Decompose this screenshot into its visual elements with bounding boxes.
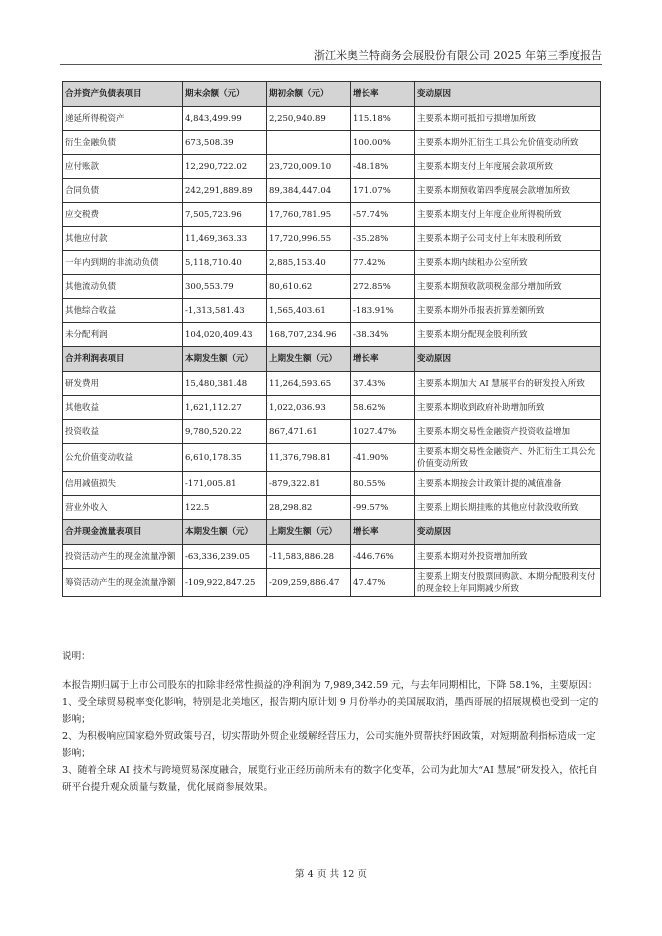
table-cell: -38.34% [351, 323, 415, 347]
table-cell: -57.74% [351, 203, 415, 227]
table-cell: 171.07% [351, 179, 415, 203]
table-cell: -35.28% [351, 227, 415, 251]
table-cell: 6,610,178.35 [183, 444, 267, 472]
section-header-cell: 增长率 [351, 347, 415, 372]
table-cell: 12,290,722.02 [183, 155, 267, 179]
table-cell: 主要系本期收到政府补助增加所致 [415, 396, 601, 420]
table-cell: 投资活动产生的现金流量净额 [63, 545, 183, 569]
table-cell: 47.47% [351, 569, 415, 597]
section-header-row [63, 520, 601, 545]
table-cell: -879,322.81 [267, 472, 351, 496]
table-cell: 15,480,381.48 [183, 372, 267, 396]
table-row [63, 179, 601, 203]
table-row [63, 545, 601, 569]
table-cell: 未分配利润 [63, 323, 183, 347]
table-cell: 主要系本期支付上年度企业所得税所致 [415, 203, 601, 227]
table-cell: 递延所得税资产 [63, 107, 183, 131]
table-cell: -11,583,886.28 [267, 545, 351, 569]
header-divider [60, 64, 602, 65]
table-cell: 2,885,153.40 [267, 251, 351, 275]
table-cell: 1027.47% [351, 420, 415, 444]
table-cell: 主要系本期支付上年度展会款项所致 [415, 155, 601, 179]
table-cell: -1,313,581.43 [183, 299, 267, 323]
table-cell: 主要系本期预收款项税金部分增加所致 [415, 275, 601, 299]
table-cell: 1,565,403.61 [267, 299, 351, 323]
table-row [63, 420, 601, 444]
section-header-cell: 期末余额（元） [183, 82, 267, 107]
section-header-cell: 本期发生额（元） [183, 347, 267, 372]
table-cell: 5,118,710.40 [183, 251, 267, 275]
section-header-cell: 变动原因 [415, 82, 601, 107]
table-row [63, 203, 601, 227]
section-header-cell: 变动原因 [415, 347, 601, 372]
table-cell: 营业外收入 [63, 496, 183, 520]
section-header-cell: 增长率 [351, 82, 415, 107]
table-cell: 89,384,447.04 [267, 179, 351, 203]
section-header-cell: 合并现金流量表项目 [63, 520, 183, 545]
table-cell: 4,843,499.99 [183, 107, 267, 131]
notes-paragraph: 本报告期归属于上市公司股东的扣除非经常性损益的净利润为 7,989,342.59 元，与去年同期相比，下降 58.1%，主要原因： [62, 680, 598, 691]
notes-label: 说明： [62, 651, 91, 662]
table-cell: 主要系本期内续租办公室所致 [415, 251, 601, 275]
table-cell: 9,780,520.22 [183, 420, 267, 444]
table-cell: 37.43% [351, 372, 415, 396]
notes-paragraph: 2、为积极响应国家稳外贸政策号召，切实帮助外贸企业缓解经营压力，公司实施外贸帮扶纾困政策，对短期盈利指标造成一定影响； [62, 731, 596, 759]
table-row [63, 299, 601, 323]
financial-changes-table [62, 81, 601, 597]
table-cell: 300,553.79 [183, 275, 267, 299]
table-cell: -41.90% [351, 444, 415, 472]
table-cell: 主要系本期外汇衍生工具公允价值变动所致 [415, 131, 601, 155]
table-cell: -446.76% [351, 545, 415, 569]
table-cell: -183.91% [351, 299, 415, 323]
table-row [63, 275, 601, 299]
table-cell: 28,298.82 [267, 496, 351, 520]
table-cell: 23,720,009.10 [267, 155, 351, 179]
table-row [63, 396, 601, 420]
table-cell: 其他收益 [63, 396, 183, 420]
table-cell: 主要系本期预收第四季度展会款增加所致 [415, 179, 601, 203]
table-cell: 衍生金融负债 [63, 131, 183, 155]
table-cell: 11,376,798.81 [267, 444, 351, 472]
table-cell: 100.00% [351, 131, 415, 155]
table-cell: 主要系本期子公司支付上年末股利所致 [415, 227, 601, 251]
table-cell: 主要系本期可抵扣亏损增加所致 [415, 107, 601, 131]
table-cell: 673,508.39 [183, 131, 267, 155]
table-cell: -171,005.81 [183, 472, 267, 496]
table-cell: 80,610.62 [267, 275, 351, 299]
table-cell: 信用减值损失 [63, 472, 183, 496]
table-cell: 公允价值变动收益 [63, 444, 183, 472]
report-header: 浙江米奥兰特商务会展股份有限公司 2025 年第三季度报告 [314, 49, 602, 62]
table-cell: 1,022,036.93 [267, 396, 351, 420]
table-cell: 其他应付款 [63, 227, 183, 251]
table-cell: 77.42% [351, 251, 415, 275]
table-row [63, 155, 601, 179]
table-row [63, 472, 601, 496]
notes-paragraph: 3、随着全球 AI 技术与跨境贸易深度融合，展览行业正经历前所未有的数字化变革，公司为此加大“AI 慧展”研发投入，依托自研平台提升观众质量与数量，优化展商参展效果。 [62, 765, 598, 793]
section-header-cell: 上期发生额（元） [267, 347, 351, 372]
table-cell: -109,922,847.25 [183, 569, 267, 597]
section-header-row [63, 82, 601, 107]
table-cell: 其他流动负债 [63, 275, 183, 299]
table-cell: 主要系本期对外投资增加所致 [415, 545, 601, 569]
section-header-cell: 上期发生额（元） [267, 520, 351, 545]
page-number: 第 4 页 共 12 页 [295, 869, 367, 880]
table-cell: 17,720,996.55 [267, 227, 351, 251]
table-cell: -63,336,239.05 [183, 545, 267, 569]
explanation-notes [62, 648, 602, 796]
table-cell: 研发费用 [63, 372, 183, 396]
table-cell: -48.18% [351, 155, 415, 179]
table-row [63, 444, 601, 472]
table-cell: 867,471.61 [267, 420, 351, 444]
table-cell: 投资收益 [63, 420, 183, 444]
section-header-cell: 期初余额（元） [267, 82, 351, 107]
table-cell: 1,621,112.27 [183, 396, 267, 420]
section-header-cell: 合并利润表项目 [63, 347, 183, 372]
table-cell: 主要系本期加大 AI 慧展平台的研发投入所致 [415, 372, 601, 396]
table-cell: 122.5 [183, 496, 267, 520]
table-row [63, 107, 601, 131]
table-cell: 11,469,363.33 [183, 227, 267, 251]
table-cell: 主要系本期交易性金融资产投资收益增加 [415, 420, 601, 444]
table-cell: 17,760,781.95 [267, 203, 351, 227]
section-header-cell: 本期发生额（元） [183, 520, 267, 545]
table-cell: 应交税费 [63, 203, 183, 227]
table-cell: -209,259,886.47 [267, 569, 351, 597]
table-cell: 7,505,723.96 [183, 203, 267, 227]
table-cell: 主要系本期按会计政策计提的减值准备 [415, 472, 601, 496]
table-cell: 筹资活动产生的现金流量净额 [63, 569, 183, 597]
table-cell: -99.57% [351, 496, 415, 520]
table-cell: 58.62% [351, 396, 415, 420]
section-header-cell: 变动原因 [415, 520, 601, 545]
table-cell: 主要系上期长期挂账的其他应付款没收所致 [415, 496, 601, 520]
table-cell: 272.85% [351, 275, 415, 299]
table-cell: 168,707,234.96 [267, 323, 351, 347]
table-cell: 一年内到期的非流动负债 [63, 251, 183, 275]
table-cell: 104,020,409.43 [183, 323, 267, 347]
section-header-row [63, 347, 601, 372]
table-cell: 2,250,940.89 [267, 107, 351, 131]
table-cell: 其他综合收益 [63, 299, 183, 323]
table-row [63, 227, 601, 251]
table-cell: 80.55% [351, 472, 415, 496]
table-cell: 11,264,593.65 [267, 372, 351, 396]
table-cell: 合同负债 [63, 179, 183, 203]
notes-paragraph: 1、受全球贸易税率变化影响，特别是北美地区，报告期内原计划 9 月份举办的美国展取消，墨西哥展的招展规模也受到一定的影响； [62, 697, 599, 725]
table-row [63, 131, 601, 155]
table-cell: 主要系上期支付股票回购款、本期分配股利支付的现金较上年同期减少所致 [415, 569, 601, 597]
table-cell: 主要系本期交易性金融资产、外汇衍生工具公允价值变动所致 [415, 444, 601, 472]
table-cell [267, 131, 351, 155]
table-cell: 主要系本期分配现金股利所致 [415, 323, 601, 347]
table-cell: 242,291,889.89 [183, 179, 267, 203]
table-row [63, 496, 601, 520]
table-row [63, 323, 601, 347]
table-row [63, 569, 601, 597]
table-cell: 主要系本期外币报表折算差额所致 [415, 299, 601, 323]
table-cell: 115.18% [351, 107, 415, 131]
table-cell: 应付账款 [63, 155, 183, 179]
table-row [63, 372, 601, 396]
table-row [63, 251, 601, 275]
section-header-cell: 增长率 [351, 520, 415, 545]
section-header-cell: 合并资产负债表项目 [63, 82, 183, 107]
